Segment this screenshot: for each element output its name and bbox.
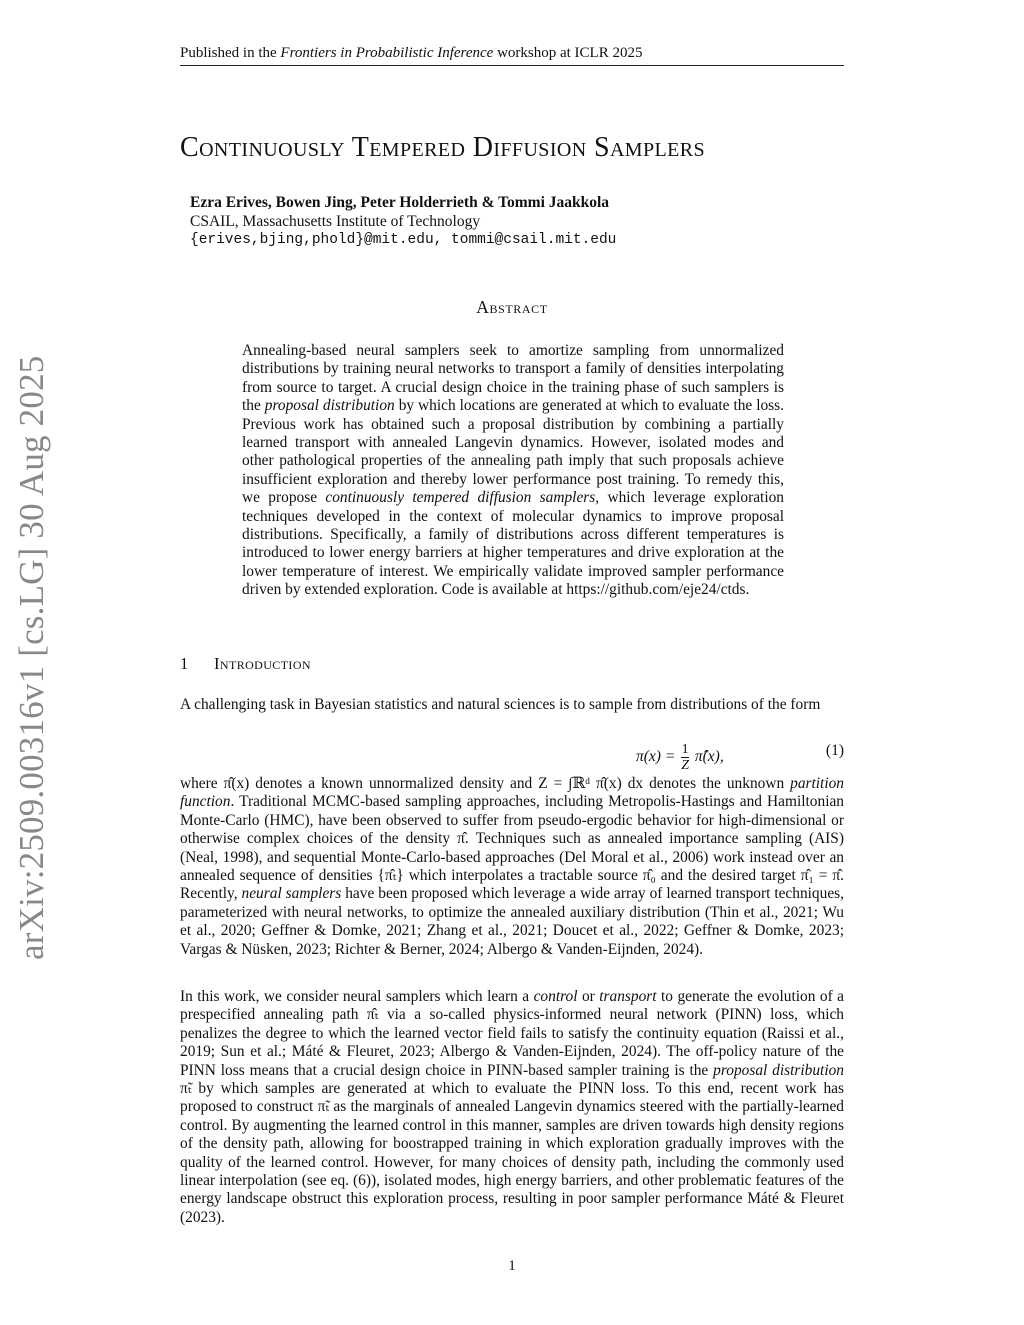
header-prefix: Published in the — [180, 45, 281, 61]
header-venue: Frontiers in Probabilistic Inference — [280, 45, 494, 61]
equation-rhs: π̂(x), — [694, 748, 724, 766]
abstract-emphasis-2: continuously tempered diffusion samplers — [325, 489, 596, 507]
author-emails: {erives,bjing,phold}@mit.edu, tommi@csail.mit.edu — [190, 232, 617, 248]
p3-text-3: to generate the evolution of a prespecified annealing path π̂ₜ via a so-called physics-informed neural network (PINN) loss, which penalizes the degree to which the learned vector field fails to satisfy the continuity equation (Raissi et al., 2019; Sun et al.; Máté & Fleuret, 2023; Albergo & Vanden-Eijnden, 2024). The off-policy nature of the PINN loss means that a crucial design choice in PINN-based sampler training is the — [180, 988, 844, 1079]
arxiv-stamp: arXiv:2509.00316v1 [cs.LG] 30 Aug 2025 — [12, 355, 51, 960]
p3-emphasis-2: transport — [599, 988, 657, 1005]
paper-title: Continuously Tempered Diffusion Samplers — [180, 132, 705, 163]
equation-formula — [636, 742, 724, 773]
equation-lhs: π(x) = — [636, 748, 676, 766]
author-names: Ezra Erives, Bowen Jing, Peter Holderrieth & Tommi Jaakkola — [190, 194, 610, 211]
page-number: 1 — [508, 1258, 516, 1274]
p3-emphasis-1: control — [533, 988, 578, 1005]
intro-paragraph-1: A challenging task in Bayesian statistics and natural sciences is to sample from distributions of the form — [180, 696, 821, 713]
intro-paragraph-3 — [180, 988, 844, 1227]
p3-text-2: or — [577, 988, 600, 1005]
abstract-heading: Abstract — [476, 297, 548, 317]
intro-paragraph-2 — [180, 775, 844, 959]
author-block — [190, 194, 840, 250]
header-suffix: workshop at ICLR 2025 — [493, 45, 643, 61]
p2-text-1: where π̂(x) denotes a known unnormalized density and Z = ∫ℝᵈ π̂(x) dx denotes the unknown — [180, 775, 791, 792]
p2-emphasis-1: partition function — [180, 775, 844, 811]
section-heading — [180, 654, 844, 674]
p3-text-4: π̃ₜ by which samples are generated at which to evaluate the PINN loss. To this end, recent work has proposed to construct π̃ₜ as the marginals of annealed Langevin dynamics steered with the partially-learned control. By augmenting the learned control in this manner, samples are driven towards high density regions of the density path, allowing for boostrapped training in which exploration gradually improves with the quality of the learned control. However, for many choices of density path, including the commonly used linear interpolation (see eq. (6)), isolated modes, high energy barriers, and other problematic features of the energy landscape obstruct this exploration process, resulting in poor sampler performance Máté & Fleuret (2023). — [180, 1080, 844, 1226]
abstract-text-3: , which leverage exploration techniques developed in the context of molecular dynamics to improve proposal distributions. Specifically, a family of distributions across different temperatures is introduced to lower energy barriers at higher temperatures and drive exploration at the lower temperature of interest. We empirically validate improved sampler performance driven by extended exploration. Code is available at https://github.com/eje24/ctds. — [242, 489, 785, 599]
author-affiliation: CSAIL, Massachusetts Institute of Technology — [190, 212, 481, 230]
fraction-denominator: Z — [681, 758, 689, 773]
p3-emphasis-3: proposal distribution — [713, 1061, 845, 1079]
p2-text-2: . Traditional MCMC-based sampling approaches, including Metropolis-Hastings and Hamiltonian Monte-Carlo (HMC), have been observed to suffer from pseudo-ergodic behavior for high-dimensional or otherwise complex choices of the density π̂. Techniques such as annealed importance sampling (AIS) (Neal, 1998), and sequential Monte-Carlo-based approaches (Del Moral et al., 2006) work instead over an annealed sequence of densities {π̂ₜ} which interpolates a tractable source π̂₀ and the desired target π̂₁ = π̂. Recently, — [180, 793, 844, 903]
abstract-text-1: Annealing-based neural samplers seek to amortize sampling from unnormalized distributions by training neural networks to transport a family of densities interpolating from source to target. A crucial design choice in the training phase of such samplers is the — [242, 342, 784, 415]
p3-text-1: In this work, we consider neural samplers which learn a — [180, 988, 534, 1005]
equation-number: (1) — [825, 742, 844, 759]
fraction-numerator: 1 — [681, 742, 689, 757]
abstract-emphasis-1: proposal distribution — [264, 397, 395, 415]
p2-emphasis-2: neural samplers — [241, 885, 342, 903]
p2-text-3: have been proposed which leverage a wide array of learned transport techniques, parameterized with neural networks, to optimize the annealed auxiliary distribution (Thin et al., 2021; Wu et al., 2020; Geffner & Domke, 2021; Zhang et al., 2021; Doucet et al., 2022; Geffner & Domke, 2023; Vargas & Nüsken, 2023; Richter & Berner, 2024; Albergo & Vanden-Eijnden, 2024). — [180, 885, 844, 958]
abstract-body — [242, 342, 784, 600]
section-title: Introduction — [214, 654, 311, 673]
abstract-text-2: by which locations are generated at which to evaluate the loss. Previous work has obtained such a proposal distribution by combining a partially learned transport with annealed Langevin dynamics. However, isolated modes and other pathological properties of the annealing path imply that such proposals achieve insufficient exploration and thereby lower performance post training. To remedy this, we propose — [242, 397, 785, 507]
equation-1 — [180, 732, 844, 772]
section-number: 1 — [180, 654, 189, 673]
equation-fraction — [681, 742, 689, 773]
running-header — [180, 44, 844, 66]
